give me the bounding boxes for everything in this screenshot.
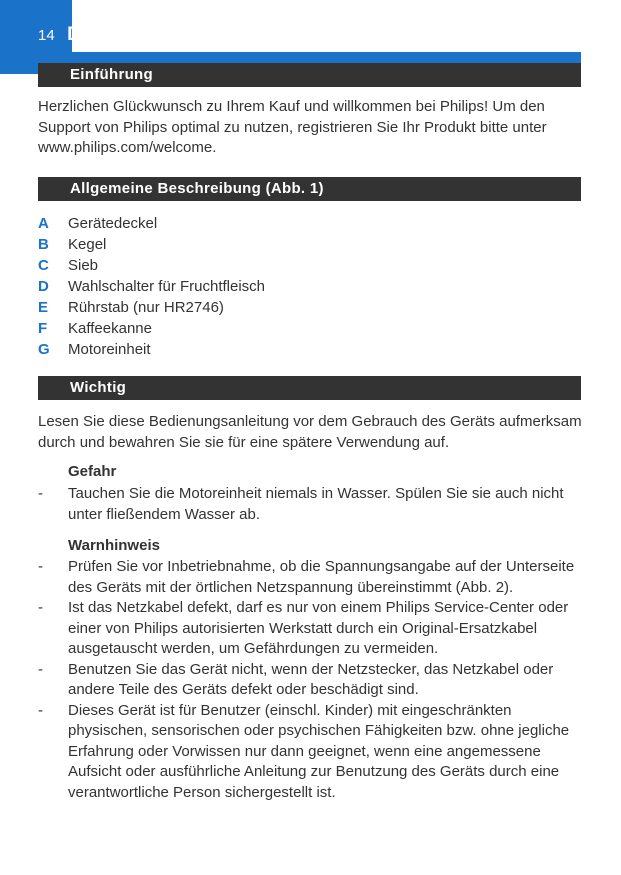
important-text: Lesen Sie diese Bedienungsanleitung vor dem Gebrauch des Geräts aufmerksam durch und bewahren Sie sie für eine spätere Verwendung auf. xyxy=(38,413,582,451)
list-item-text: Dieses Gerät ist für Benutzer (einschl. Kinder) mit eingeschränkten physischen, sensorischen oder psychischen Fähigkeiten bzw. ohne jegliche Erfahrung oder Vorwissen nur dann geeignet, wenn eine angemessene Aufsicht oder ausführliche Anleitung zur Benutzung des Geräts durch eine verantwortliche Person sichergestellt ist. xyxy=(68,701,570,801)
section-title-intro: Einführung xyxy=(38,63,581,87)
page-number: 14 xyxy=(38,27,55,44)
part-label: Wahlschalter für Fruchtfleisch xyxy=(68,278,266,295)
dash-marker: - xyxy=(38,599,43,616)
part-label: Kegel xyxy=(68,236,107,253)
warning-list xyxy=(38,557,583,803)
list-item xyxy=(38,660,583,701)
part-label: Motoreinheit xyxy=(68,341,151,358)
dash-marker: - xyxy=(38,660,43,678)
danger-heading: Gefahr xyxy=(68,463,117,480)
part-item xyxy=(38,213,583,234)
dash-marker: - xyxy=(38,485,43,502)
list-item xyxy=(38,598,583,660)
part-item xyxy=(38,297,583,318)
part-label: Kaffeekanne xyxy=(68,320,152,337)
warning-heading: Warnhinweis xyxy=(68,537,160,554)
part-letter: E xyxy=(38,299,49,316)
list-item-text: Ist das Netzkabel defekt, darf es nur von einem Philips Service-Center oder einer von Philips autorisierten Werkstatt durch ein Original-Ersatzkabel ausgetauscht werden, um Gefährdungen zu vermeiden. xyxy=(68,599,569,657)
section-title-important: Wichtig xyxy=(38,376,581,400)
part-letter: G xyxy=(38,341,50,358)
part-item xyxy=(38,255,583,276)
part-label: Sieb xyxy=(68,257,99,274)
dash-marker: - xyxy=(38,701,43,719)
section-title-description: Allgemeine Beschreibung (Abb. 1) xyxy=(38,177,581,201)
part-item xyxy=(38,339,583,360)
danger-list xyxy=(38,484,583,525)
dash-marker: - xyxy=(38,558,43,575)
list-item xyxy=(38,701,583,804)
part-label: Gerätedeckel xyxy=(68,215,158,232)
part-item xyxy=(38,318,583,339)
list-item-text: Tauchen Sie die Motoreinheit niemals in Wasser. Spülen Sie sie auch nicht unter fließendem Wasser ab. xyxy=(68,485,564,523)
intro-text: Herzlichen Glückwunsch zu Ihrem Kauf und willkommen bei Philips! Um den Support von Philips optimal zu nutzen, registrieren Sie Ihr Produkt bitte unter www.philips.com/welcome. xyxy=(38,98,547,156)
list-item-text: Benutzen Sie das Gerät nicht, wenn der Netzstecker, das Netzkabel oder andere Teile des Geräts defekt oder beschädigt sind. xyxy=(68,660,554,698)
part-item xyxy=(38,234,583,255)
language-title: DEUTSCH xyxy=(67,24,163,45)
part-letter: F xyxy=(38,320,48,337)
list-item xyxy=(38,484,583,525)
part-letter: C xyxy=(38,257,49,274)
list-item-text: Prüfen Sie vor Inbetriebnahme, ob die Spannungsangabe auf der Unterseite des Geräts mit der örtlichen Netzspannung übereinstimmt (Abb. 2). xyxy=(68,558,575,596)
part-letter: D xyxy=(38,278,49,295)
page-header xyxy=(38,24,162,46)
list-item xyxy=(38,557,583,598)
part-label: Rührstab (nur HR2746) xyxy=(68,299,224,316)
parts-list xyxy=(38,213,583,360)
part-letter: A xyxy=(38,215,49,232)
part-letter: B xyxy=(38,236,49,253)
part-item xyxy=(38,276,583,297)
